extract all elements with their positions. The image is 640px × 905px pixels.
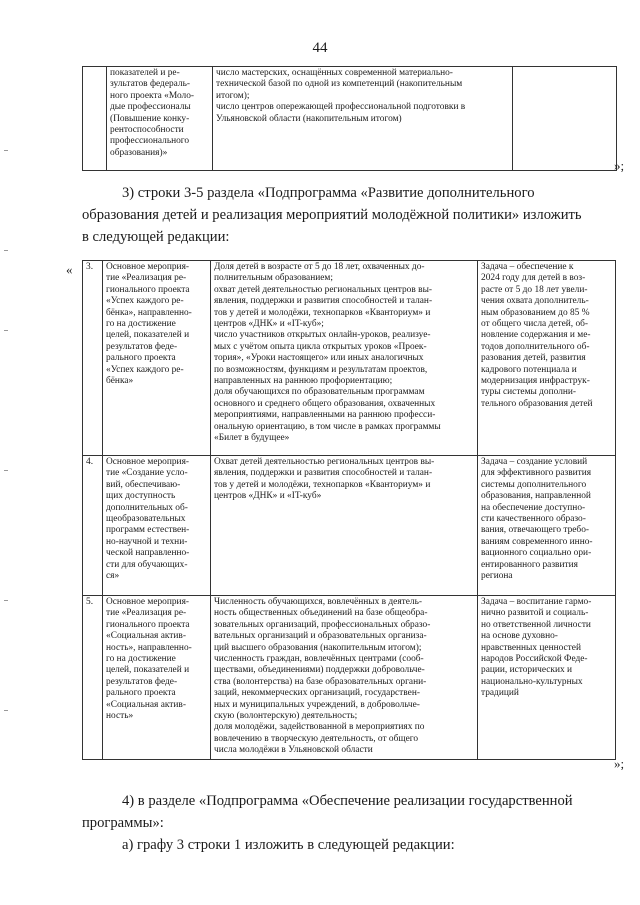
table-cell-task xyxy=(513,67,617,171)
table-cell-num: 4. xyxy=(83,456,103,596)
subprogram-table xyxy=(82,260,616,760)
closing-quote-main: »; xyxy=(614,756,625,771)
table-cell-num: 5. xyxy=(83,596,103,760)
cell-text: Задача – обеспечение к 2024 году для детей в воз- расте от 5 до 18 лет увели- чения охвата дополнитель- ным образованием до 85 % от общего числа детей, об- новление содержания и ме- тодов дополнительного об- разования детей, развития кадрового потенциала и модернизация инфраструк- туры системы дополни- тельного образования детей xyxy=(481,262,593,409)
table-cell-task xyxy=(478,596,616,760)
para4-line1: 4) в разделе «Подпрограмма «Обеспечение реализации государственной xyxy=(122,793,573,809)
table-cell-indicators xyxy=(211,596,478,760)
closing-quote-top: »; xyxy=(614,158,625,173)
scan-mark xyxy=(4,600,8,601)
table-cell-indicators xyxy=(211,261,478,456)
table-cell-task xyxy=(478,261,616,456)
cell-text: Задача – создание условий для эффективного развития системы дополнительного образования, направленной на обеспечение доступно- сти качественного образо- вания, отвечающего требо- ваниям современного инно- вационного социально ори- ентированного развития региона xyxy=(481,457,593,582)
table-row xyxy=(83,596,616,760)
cell-text: число мастерских, оснащённых современной материально- технической базой по одной из компетенций (накопительным итогом); число центров опережающей профессиональной подготовки в Ульяновской области (накопительным итогом) xyxy=(216,68,466,124)
scan-mark xyxy=(4,470,8,471)
table-cell-name xyxy=(103,456,211,596)
table-cell-indicators xyxy=(211,456,478,596)
para3-line2: образования детей и реализация мероприятий молодёжной политики» изложить xyxy=(82,207,582,223)
table-cell-task xyxy=(478,456,616,596)
table-cell-indicators xyxy=(213,67,513,171)
scan-mark xyxy=(4,710,8,711)
para3-line3: в следующей редакции: xyxy=(82,229,230,245)
table-row xyxy=(83,67,617,171)
cell-text: Доля детей в возрасте от 5 до 18 лет, охваченных до- полнительным образованием; охват детей деятельностью региональных центров вы- явления, поддержки и развития способностей и талан- тов у детей и молодёжи, технопарков «Кванториум» и центров «ДНК» и «IT-куб»; число участников открытых онлайн-уроков, реализуе- мых с учётом опыта цикла открытых уроков «Проек- тория», «Уроки настоящего» или иных аналогичных по возможностям, функциям и результатам проектов, направленных на раннюю профориентацию; доля обучающихся по образовательным программам основного и среднего общего образования, охваченных мероприятиями, направленными на раннюю професси- ональную ориентацию, в том числе в рамках программы «Билет в будущее» xyxy=(214,262,441,444)
cell-text: Охват детей деятельностью региональных центров вы- явления, поддержки и развития способностей и талан- тов у детей и молодёжи, технопарков «Кванториум» и центров «ДНК» и «IT-куб» xyxy=(214,457,435,502)
table-cell-name xyxy=(103,261,211,456)
table-row xyxy=(83,261,616,456)
table-cell-name xyxy=(107,67,213,171)
table-top-fragment xyxy=(82,66,617,171)
table-cell-num: 3. xyxy=(83,261,103,456)
scan-mark xyxy=(4,330,8,331)
table-cell-name xyxy=(103,596,211,760)
para4-line3: а) графу 3 строки 1 изложить в следующей редакции: xyxy=(122,837,455,853)
cell-text: Численность обучающихся, вовлечённых в деятель- ность общественных объединений на базе общеобра- зовательных организаций, профессиональных образо- вательных организаций и образовательных организа- ций высшего образования (накопительным итогом); численность граждан, вовлечённых центрами (сооб- ществами, объединениями) поддержки добровольче- ства (волонтерства) на базе образовательных органи- заций, некоммерческих организаций, государствен- ных и муниципальных учреждений, в добровольче- скую (волонтерскую) деятельность; доля молодёжи, задействованной в мероприятиях по вовлечению в творческую деятельность, от общего числа молодёжи в Ульяновской области xyxy=(214,597,431,756)
cell-text: Задача – воспитание гармо- нично развитой и социаль- но ответственной личности на основе духовно- нравственных ценностей народов Российской Феде- рации, исторических и национально-культурных традиций xyxy=(481,597,592,699)
cell-text: Основное мероприя- тие «Реализация ре- гионального проекта «Успех каждого ре- бёнка», направленно- го на достижение целей, показателей и результатов феде- рального проекта «Успех каждого ре- бёнка» xyxy=(106,262,192,387)
scan-mark xyxy=(4,150,8,151)
para3-line1: 3) строки 3-5 раздела «Подпрограмма «Развитие дополнительного xyxy=(122,185,535,201)
table-row xyxy=(83,456,616,596)
para4-line2: программы»: xyxy=(82,815,164,831)
opening-quote: « xyxy=(66,262,73,277)
scan-mark xyxy=(4,250,8,251)
table-cell-num xyxy=(83,67,107,171)
page-number: 44 xyxy=(312,40,328,56)
cell-text: показателей и ре- зультатов федераль- ного проекта «Моло- дые профессионалы (Повышение конку- рентоспособности профессионального образования)» xyxy=(110,68,195,158)
cell-text: Основное мероприя- тие «Реализация ре- гионального проекта «Социальная актив- ность», направленно- го на достижение целей, показателей и результатов феде- рального проекта «Социальная актив- ность» xyxy=(106,597,192,722)
cell-text: Основное мероприя- тие «Создание усло- вий, обеспечиваю- щих доступность дополнительных об- щеобразовательных программ естествен- но-научной и техни- ческой направленно- сти для обучающих- ся» xyxy=(106,457,190,582)
